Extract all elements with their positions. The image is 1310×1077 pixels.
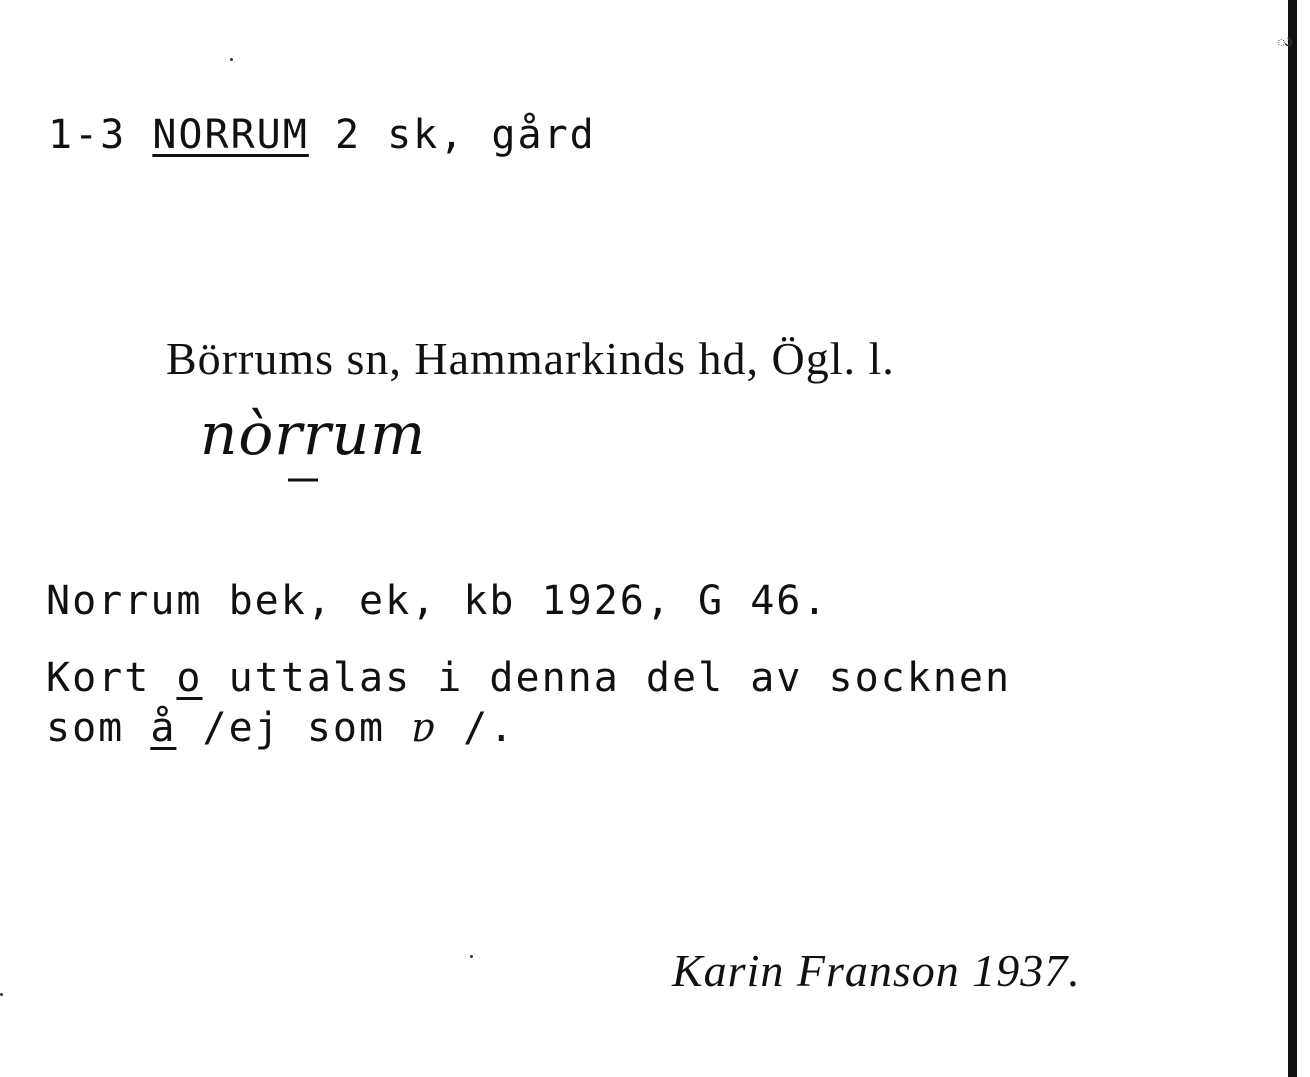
pronunciation-handwritten — [200, 400, 426, 468]
card-header — [48, 112, 596, 158]
speck — [230, 58, 233, 61]
underlined-letter-a-ring: å — [150, 705, 177, 751]
underlined-letter-o: o — [176, 655, 203, 701]
note-line-comparison — [46, 705, 515, 751]
record-number: 1-3 — [48, 112, 127, 158]
pronunciation-text: nòrrum — [200, 400, 427, 468]
speck — [0, 993, 3, 996]
place-description: 2 sk, gård — [334, 112, 596, 158]
note-text: Kort — [46, 655, 177, 701]
edge-mark: ు — [1276, 30, 1293, 51]
note-text: uttalas i denna del av socknen — [202, 655, 1012, 701]
phonetic-symbol: ɐ — [411, 705, 438, 751]
note-text: /ej som — [176, 705, 412, 751]
note-line-pronunciation — [46, 655, 1011, 701]
note-line-source: Norrum bek, ek, kb 1926, G 46. — [46, 578, 829, 624]
pronunciation-underline — [200, 400, 440, 500]
note-text: /. — [437, 705, 516, 751]
place-name: NORRUM — [152, 112, 309, 158]
parish-location: Börrums sn, Hammarkinds hd, Ögl. l. — [166, 333, 895, 384]
signature-line: Karin Franson 1937. — [672, 945, 1081, 996]
speck — [470, 955, 473, 958]
card-edge-border — [1288, 0, 1297, 1077]
note-text: som — [46, 705, 151, 751]
